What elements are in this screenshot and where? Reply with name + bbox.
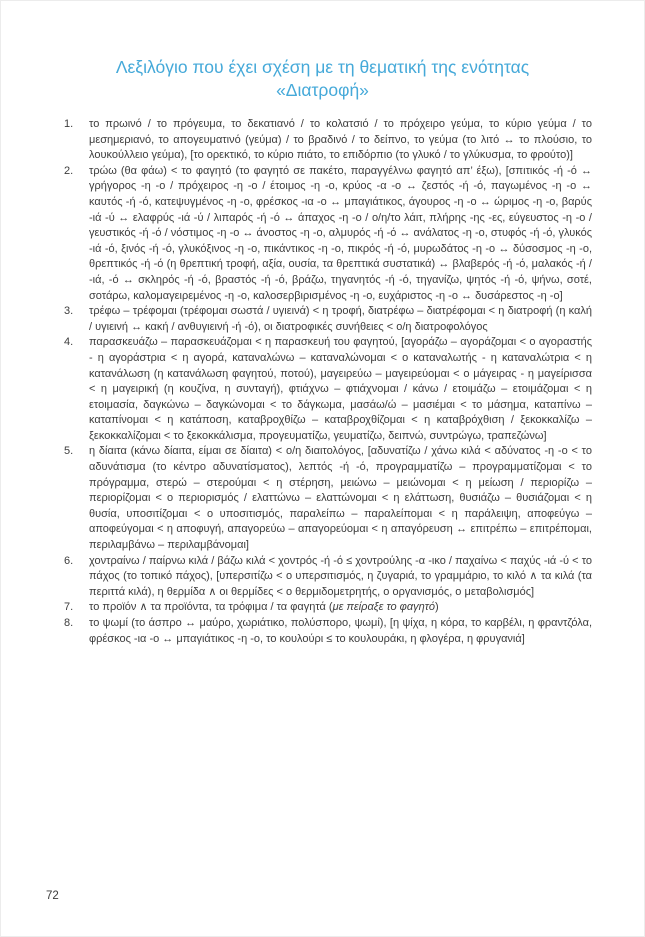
item-text: τρέφω – τρέφομαι (τρέφομαι σωστά / υγιεινά) < η τροφή, διατρέφω – διατρέφομαι < η διατροφή (η καλή / υγιεινή ↔ κακή / ανθυγιεινή -ή -ό), οι διατροφικές συνήθειες < ο/η διατροφολόγος [89,305,592,333]
list-item [64,164,592,304]
list-item [64,600,592,616]
item-number: 2. [64,164,74,177]
item-text: η δίαιτα (κάνω δίαιτα, είμαι σε δίαιτα) < ο/η διαιτολόγος, [αδυνατίζω / χάνω κιλά < αδύνατος -η -ο < το αδυνάτισμα (το κέντρο αδυνατίσματος), λεπτός -ή -ό, προγραμματίζω – προγραμματίζομαι < το πρόγραμμα, στερώ – στερούμαι < η στέρηση, μειώνω – μειώνομαι < η μείωση / περιορίζω – περιορίζομαι < ο περιορισμός / ελαττώνω – ελαττώνομαι < η ελάττωση, θυσιάζω – θυσιάζομαι < η θυσία, υποσιτίζομαι < ο υποσιτισμός, παραλείπω – παραλείπομαι < η παράλειψη, αποφεύγω – αποφεύγομαι < η αποφυγή, απαγορεύω – απαγορεύομαι < η απαγόρευση ↔ επιτρέπω – επιτρέπομαι, περιλαμβάνω – περιλαμβάνομαι] [89,445,592,552]
item-number: 6. [64,554,74,567]
item-number: 8. [64,617,74,629]
item-text: παρασκευάζω – παρασκευάζομαι < η παρασκευή του φαγητού, [αγοράζω – αγοράζομαι < ο αγοραστής - η αγοράστρια < η αγορά, καταναλώνω – καταναλώνομαι < ο καταναλωτής - η καταναλώτρια < η κατανάλωση (η κατανάλωση φαγητού, ποτού), μαγειρεύω – μαγειρεύομαι < ο μάγειρας - η μαγείρισσα < η μαγειρική (η κουζίνα, η συνταγή), φτιάχνω – φτιάχνομαι / κάνω / ετοιμάζω – ετοιμάζομαι < η ετοιμασία, δαγκώνω – δαγκώνομαι < το δάγκωμα, μασάω/ώ – μασιέμαι < το μάσημα, καταπίνω – καταπίνομαι < η κατάποση, καταβροχθίζω – καταβροχθίζομαι < η καταβρόχθιση / ξεκοκκαλίζω – ξεκοκκαλίζομαι < το ξεκοκκάλισμα, προγευματίζω, γευματίζω, δειπνώ, συντρώγω, τραπεζώνω] [89,336,592,442]
vocabulary-list [1,117,644,647]
list-item [64,616,592,647]
item-number: 3. [64,305,74,318]
page-title [51,56,594,102]
item-number: 4. [64,336,74,349]
item-text: χοντραίνω / παίρνω κιλά / βάζω κιλά < χοντρός -ή -ό ≤ χοντρούλης -α -ικο / παχαίνω < παχύς -ιά -ύ < το πάχος (το τοπικό πάχος), [υπερσιτίζω < ο υπερσιτισμός, η ζυγαριά, το γραμμάριο, το κιλό ∧ τα κιλά (τα περιττά κιλά), η θερμίδα ∧ οι θερμίδες < ο θερμιδομετρητής, ο οργανισμός, ο μεταβολισμός] [89,554,592,598]
item-text: το πρωινό / το πρόγευμα, το δεκατιανό / το κολατσιό / το πρόχειρο γεύμα, το κύριο γεύμα / το μεσημεριανό, το απογευματινό (γεύμα) / το βραδινό / το δείπνο, το γεύμα (το λιτό ↔ το πλούσιο, το λουκούλλειο γεύμα), [το ορεκτικό, το κύριο πιάτο, το επιδόρπιο (το γλυκό / το γλύκυσμα, το φρούτο)] [89,118,592,162]
item-text-italic: με πείραξε το φαγητό [332,601,435,614]
item-text: το ψωμί (το άσπρο ↔ μαύρο, χωριάτικο, πολύσπορο, ψωμί), [η ψίχα, η κόρα, το καρβέλι, η φραντζόλα, φρέσκος -ια -ο ↔ μπαγιάτικος -η -ο, το κουλούρι ≤ το κουλουράκι, η φλογέρα, η φρυγανιά] [89,617,592,645]
list-item [64,554,592,601]
list-item [64,117,592,164]
item-text: το προϊόν ∧ τα προϊόντα, τα τρόφιμα / τα φαγητά ( [89,601,333,614]
page-number: 72 [46,890,59,902]
item-number: 7. [64,601,74,614]
list-item [64,444,592,553]
list-item [64,304,592,335]
list-item [64,335,592,444]
item-number: 1. [64,118,74,130]
title-line-1: Λεξιλόγιο που έχει σχέση με τη θεματική της ενότητας [115,57,530,77]
item-text-after: ) [434,601,439,614]
item-text: τρώω (θα φάω) < το φαγητό (το φαγητό σε πακέτο, παραγγέλνω φαγητό απ’ έξω), [σπιτικός -ή -ό ↔ γρήγορος -η -ο / πρόχειρος -η -ο / έτοιμος -η -ο, κρύος -α -ο ↔ ζεστός -ή -ό, παγωμένος -η -ο ↔ καυτός -ή -ό, κατεψυγμένος -η -ο, φρέσκος -ια -ο ↔ μπαγιάτικος, άγουρος -η -ο ↔ ώριμος -η -ο, βαρύς -ιά -ύ ↔ ελαφρύς -ιά -ύ / λιπαρός -ή -ό ↔ άπαχος -η -ο / ο/η/το λάιτ, πλήρης -ης -ες, εύγευστος -η -ο / γευστικός -ή -ό / νόστιμος -η -ο ↔ άνοστος -η -ο, αλμυρός -ή -ό ↔ ανάλατος -η -ο, στυφός -ή -ό, γλυκός -ιά -ό, ξινός -ή -ό, γλυκόξινος -η -ο, πικάντικος -η -ο, πικρός -ή -ό, μυρωδάτος -η -ο ↔ δύσοσμος -η -ο, θρεπτικός -ή -ό (η θρεπτική τροφή, αξία, ουσία, τα θρεπτικά συστατικά) ↔ βλαβερός -ή -ό, μαλακός -ή / -ιά, -ό ↔ σκληρός -ή -ό, βραστός -ή -ό, βράζω, τηγανητός -ή -ό, τηγανίζω, ψητός -ή -ό, ψήνω, σοτέ, σοτάρω, καλομαγειρεμένος -η -ο, καλοσερβιρισμένος -η -ο, ευχάριστος -η -ο ↔ δυσάρεστος -η -ο] [89,164,592,302]
title-line-2: «Διατροφή» [276,80,369,100]
item-number: 5. [64,445,74,458]
